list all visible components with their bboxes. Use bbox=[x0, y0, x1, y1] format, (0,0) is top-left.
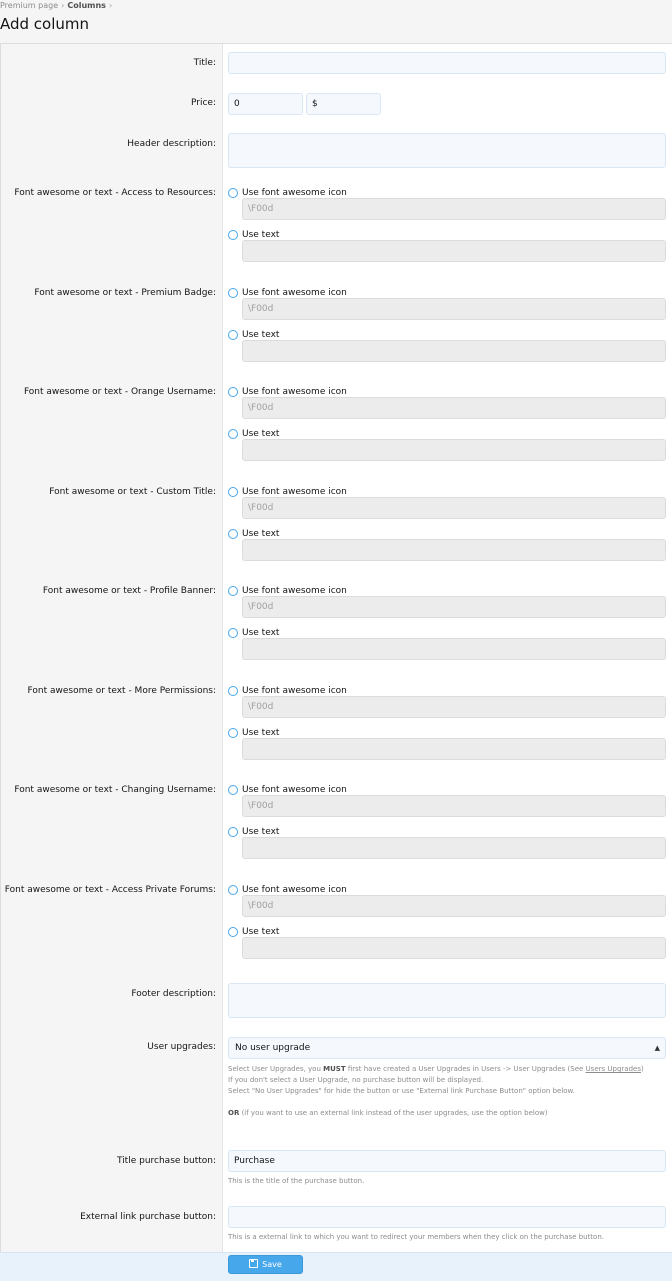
external-link-purchase-button-hint: This is a external link to which you want to redirect your members when they click on the purchase button. bbox=[228, 1233, 604, 1241]
radio-label: Use font awesome icon bbox=[242, 387, 347, 397]
icon-group-label: Font awesome or text - More Permissions: bbox=[27, 686, 216, 696]
font-awesome-icon-input[interactable]: \F00d bbox=[242, 497, 666, 519]
radio-circle-icon bbox=[228, 188, 238, 198]
font-awesome-icon-input[interactable]: \F00d bbox=[242, 397, 666, 419]
radio-circle-icon bbox=[228, 686, 238, 696]
radio-label: Use font awesome icon bbox=[242, 885, 347, 895]
external-link-purchase-button-input[interactable] bbox=[228, 1206, 666, 1228]
breadcrumb-separator-icon: › bbox=[108, 1, 113, 10]
external-link-purchase-button-label: External link purchase button: bbox=[80, 1212, 216, 1222]
price-input[interactable]: 0 bbox=[228, 93, 303, 115]
radio-circle-icon bbox=[228, 288, 238, 298]
breadcrumb-link-columns[interactable]: Columns bbox=[67, 1, 106, 10]
radio-label: Use text bbox=[242, 429, 280, 439]
radio-circle-icon bbox=[228, 785, 238, 795]
font-awesome-icon-input[interactable]: \F00d bbox=[242, 298, 666, 320]
title-purchase-button-label: Title purchase button: bbox=[116, 1156, 216, 1166]
icon-group-label: Font awesome or text - Access to Resources: bbox=[14, 188, 216, 198]
title-purchase-button-input[interactable]: Purchase bbox=[228, 1150, 666, 1172]
text-input[interactable] bbox=[242, 738, 666, 760]
radio-label: Use text bbox=[242, 529, 280, 539]
footer-description-label: Footer description: bbox=[131, 989, 216, 999]
save-button[interactable] bbox=[228, 1255, 303, 1274]
radio-circle-icon bbox=[228, 628, 238, 638]
radio-circle-icon bbox=[228, 230, 238, 240]
text-input[interactable] bbox=[242, 240, 666, 262]
save-button-label: Save bbox=[262, 1260, 282, 1269]
text-input[interactable] bbox=[242, 340, 666, 362]
icon-group-label: Font awesome or text - Orange Username: bbox=[23, 387, 216, 397]
breadcrumb bbox=[0, 1, 115, 11]
radio-label: Use font awesome icon bbox=[242, 686, 347, 696]
currency-input[interactable]: $ bbox=[306, 93, 381, 115]
radio-circle-icon bbox=[228, 885, 238, 895]
radio-label: Use font awesome icon bbox=[242, 785, 347, 795]
icon-group-label: Font awesome or text - Profile Banner: bbox=[42, 586, 216, 596]
radio-label: Use font awesome icon bbox=[242, 487, 347, 497]
icon-group-label: Font awesome or text - Premium Badge: bbox=[34, 288, 216, 298]
page-title: Add column bbox=[0, 15, 90, 33]
radio-circle-icon bbox=[228, 927, 238, 937]
breadcrumb-link-premium-page[interactable]: Premium page bbox=[0, 1, 59, 10]
font-awesome-icon-input[interactable]: \F00d bbox=[242, 696, 666, 718]
price-label: Price: bbox=[191, 98, 216, 108]
radio-circle-icon bbox=[228, 330, 238, 340]
radio-circle-icon bbox=[228, 586, 238, 596]
user-upgrades-hint-line-1: Select User Upgrades, you MUST first have created a User Upgrades in Users -> User Upgrades (See Users Upgrades) bbox=[228, 1065, 644, 1073]
radio-label: Use font awesome icon bbox=[242, 188, 347, 198]
text-input[interactable] bbox=[242, 439, 666, 461]
icon-group-label: Font awesome or text - Changing Username: bbox=[14, 785, 216, 795]
label-column bbox=[1, 44, 223, 1253]
user-upgrades-hint-or: OR (if you want to use an external link instead of the user upgrades, use the option below) bbox=[228, 1109, 548, 1117]
radio-label: Use font awesome icon bbox=[242, 586, 347, 596]
text-input[interactable] bbox=[242, 937, 666, 959]
header-description-label: Header description: bbox=[127, 139, 216, 149]
user-upgrades-hint-line-2: If you don't select a User Upgrade, no purchase button will be displayed. bbox=[228, 1076, 484, 1084]
radio-label: Use text bbox=[242, 728, 280, 738]
user-upgrades-hint bbox=[228, 1064, 644, 1119]
radio-label: Use font awesome icon bbox=[242, 288, 347, 298]
radio-circle-icon bbox=[228, 728, 238, 738]
radio-circle-icon bbox=[228, 387, 238, 397]
text-input[interactable] bbox=[242, 539, 666, 561]
radio-circle-icon bbox=[228, 487, 238, 497]
icon-group-label: Font awesome or text - Custom Title: bbox=[49, 487, 216, 497]
radio-label: Use text bbox=[242, 827, 280, 837]
title-input[interactable] bbox=[228, 52, 666, 74]
font-awesome-icon-input[interactable]: \F00d bbox=[242, 895, 666, 917]
select-arrows-icon: ▲ bbox=[654, 1044, 660, 1052]
user-upgrades-label: User upgrades: bbox=[147, 1042, 216, 1052]
users-upgrades-link[interactable]: Users Upgrades bbox=[585, 1065, 641, 1073]
font-awesome-icon-input[interactable]: \F00d bbox=[242, 795, 666, 817]
radio-label: Use text bbox=[242, 927, 280, 937]
user-upgrades-hint-line-3: Select "No User Upgrades" for hide the button or use "External link Purchase Button" option below. bbox=[228, 1087, 575, 1095]
font-awesome-icon-input[interactable]: \F00d bbox=[242, 596, 666, 618]
font-awesome-icon-input[interactable]: \F00d bbox=[242, 198, 666, 220]
radio-label: Use text bbox=[242, 230, 280, 240]
radio-circle-icon bbox=[228, 529, 238, 539]
radio-circle-icon bbox=[228, 429, 238, 439]
header-description-textarea[interactable] bbox=[228, 133, 666, 168]
text-input[interactable] bbox=[242, 638, 666, 660]
breadcrumb-separator-icon: › bbox=[61, 1, 65, 10]
text-input[interactable] bbox=[242, 837, 666, 859]
user-upgrades-select[interactable] bbox=[228, 1037, 666, 1059]
user-upgrades-selected: No user upgrade bbox=[235, 1043, 311, 1053]
radio-label: Use text bbox=[242, 330, 280, 340]
radio-circle-icon bbox=[228, 827, 238, 837]
form-submit-bar bbox=[0, 1252, 672, 1281]
save-icon bbox=[249, 1259, 258, 1268]
title-purchase-button-hint: This is the title of the purchase button. bbox=[228, 1177, 365, 1185]
title-label: Title: bbox=[193, 58, 216, 68]
radio-label: Use text bbox=[242, 628, 280, 638]
icon-group-label: Font awesome or text - Access Private Forums: bbox=[4, 885, 216, 895]
footer-description-textarea[interactable] bbox=[228, 983, 666, 1018]
